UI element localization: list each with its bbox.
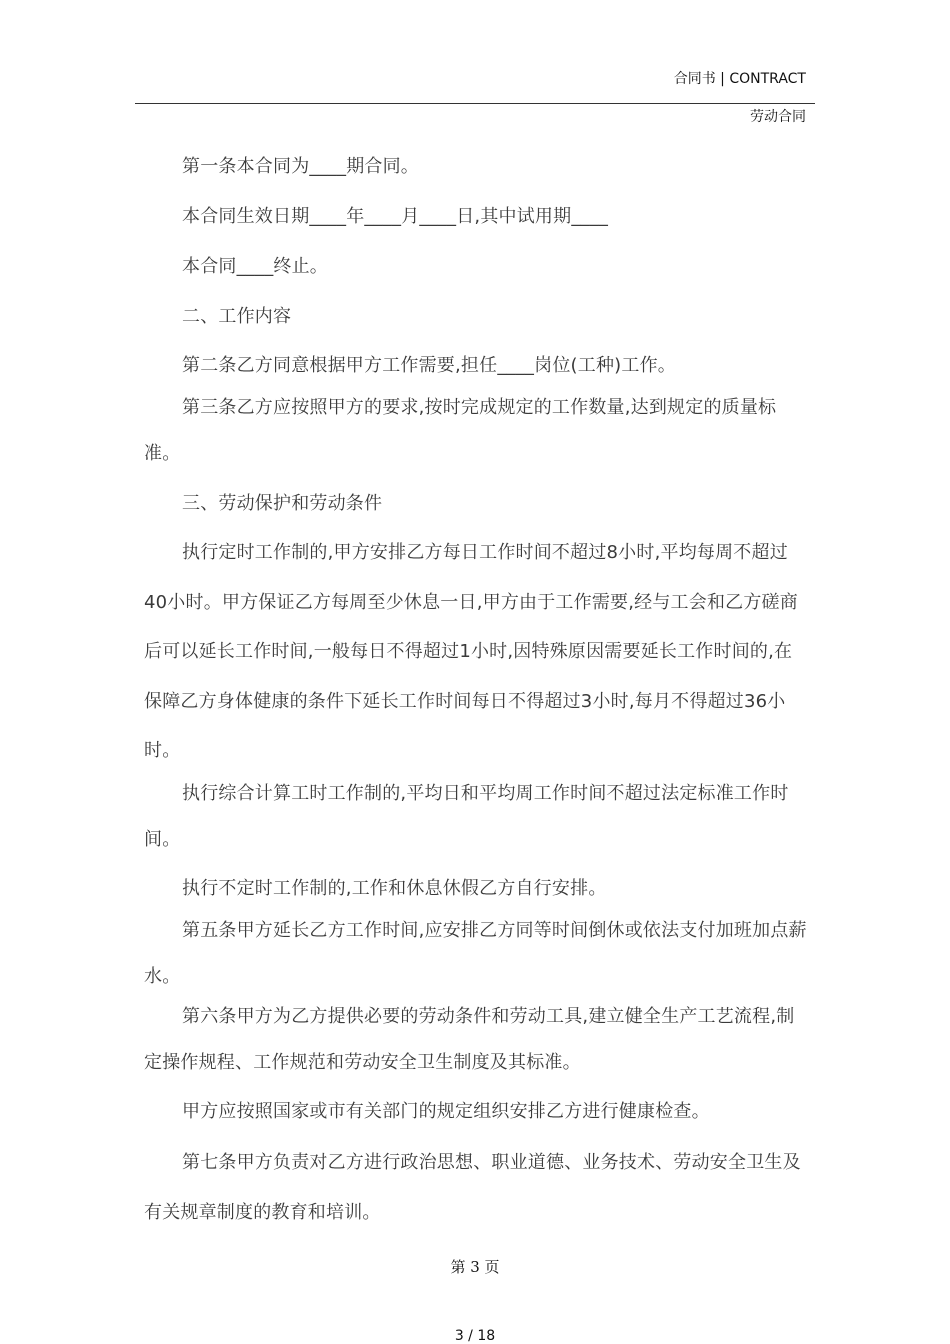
paragraph-article-3: 第三条乙方应按照甲方的要求,按时完成规定的工作数量,达到规定的质量标准。 [144,397,777,464]
page-counter: 3 / 18 [454,1328,496,1344]
section-heading-work-content: 二、工作内容 [182,306,292,327]
paragraph-article-7: 第七条甲方负责对乙方进行政治思想、职业道德、业务技术、劳动安全卫生及有关规章制度的教育和培训。 [144,1152,801,1223]
paragraph-health-check: 甲方应按照国家或市有关部门的规定组织安排乙方进行健康检查。 [182,1101,710,1122]
paragraph-article-5: 第五条甲方延长乙方工作时间,应安排乙方同等时间倒休或依法支付加班加点薪水。 [144,920,807,987]
header-subtitle: 劳动合同 [750,109,806,125]
header-divider [135,103,815,104]
paragraph-termination: 本合同____终止。 [182,256,328,277]
paragraph-flexible-hours: 执行不定时工作制的,工作和休息休假乙方自行安排。 [182,878,607,899]
paragraph-standard-hours: 执行定时工作制的,甲方安排乙方每日工作时间不超过8小时,平均每周不超过40小时。甲方保证乙方每周至少休息一日,甲方由于工作需要,经与工会和乙方磋商后可以延长工作时间,一般每日不得超过1小时,因特殊原因需要延长工作时间的,在保障乙方身体健康的条件下延长工作时间每日不得超过3小时,每月不得超过36小时。 [144,542,798,761]
paragraph-comprehensive-hours: 执行综合计算工时工作制的,平均日和平均周工作时间不超过法定标准工作时间。 [144,783,789,850]
section-heading-labor-protection: 三、劳动保护和劳动条件 [182,493,383,514]
header-title: 合同书 | CONTRACT [673,71,806,87]
page-number: 第 3 页 [450,1258,500,1276]
paragraph-article-2: 第二条乙方同意根据甲方工作需要,担任____岗位(工种)工作。 [182,355,676,376]
paragraph-term: 第一条本合同为____期合同。 [182,156,419,177]
paragraph-effective-date: 本合同生效日期____年____月____日,其中试用期____ [182,206,609,227]
paragraph-article-6: 第六条甲方为乙方提供必要的劳动条件和劳动工具,建立健全生产工艺流程,制定操作规程、工作规范和劳动安全卫生制度及其标准。 [144,1006,795,1073]
